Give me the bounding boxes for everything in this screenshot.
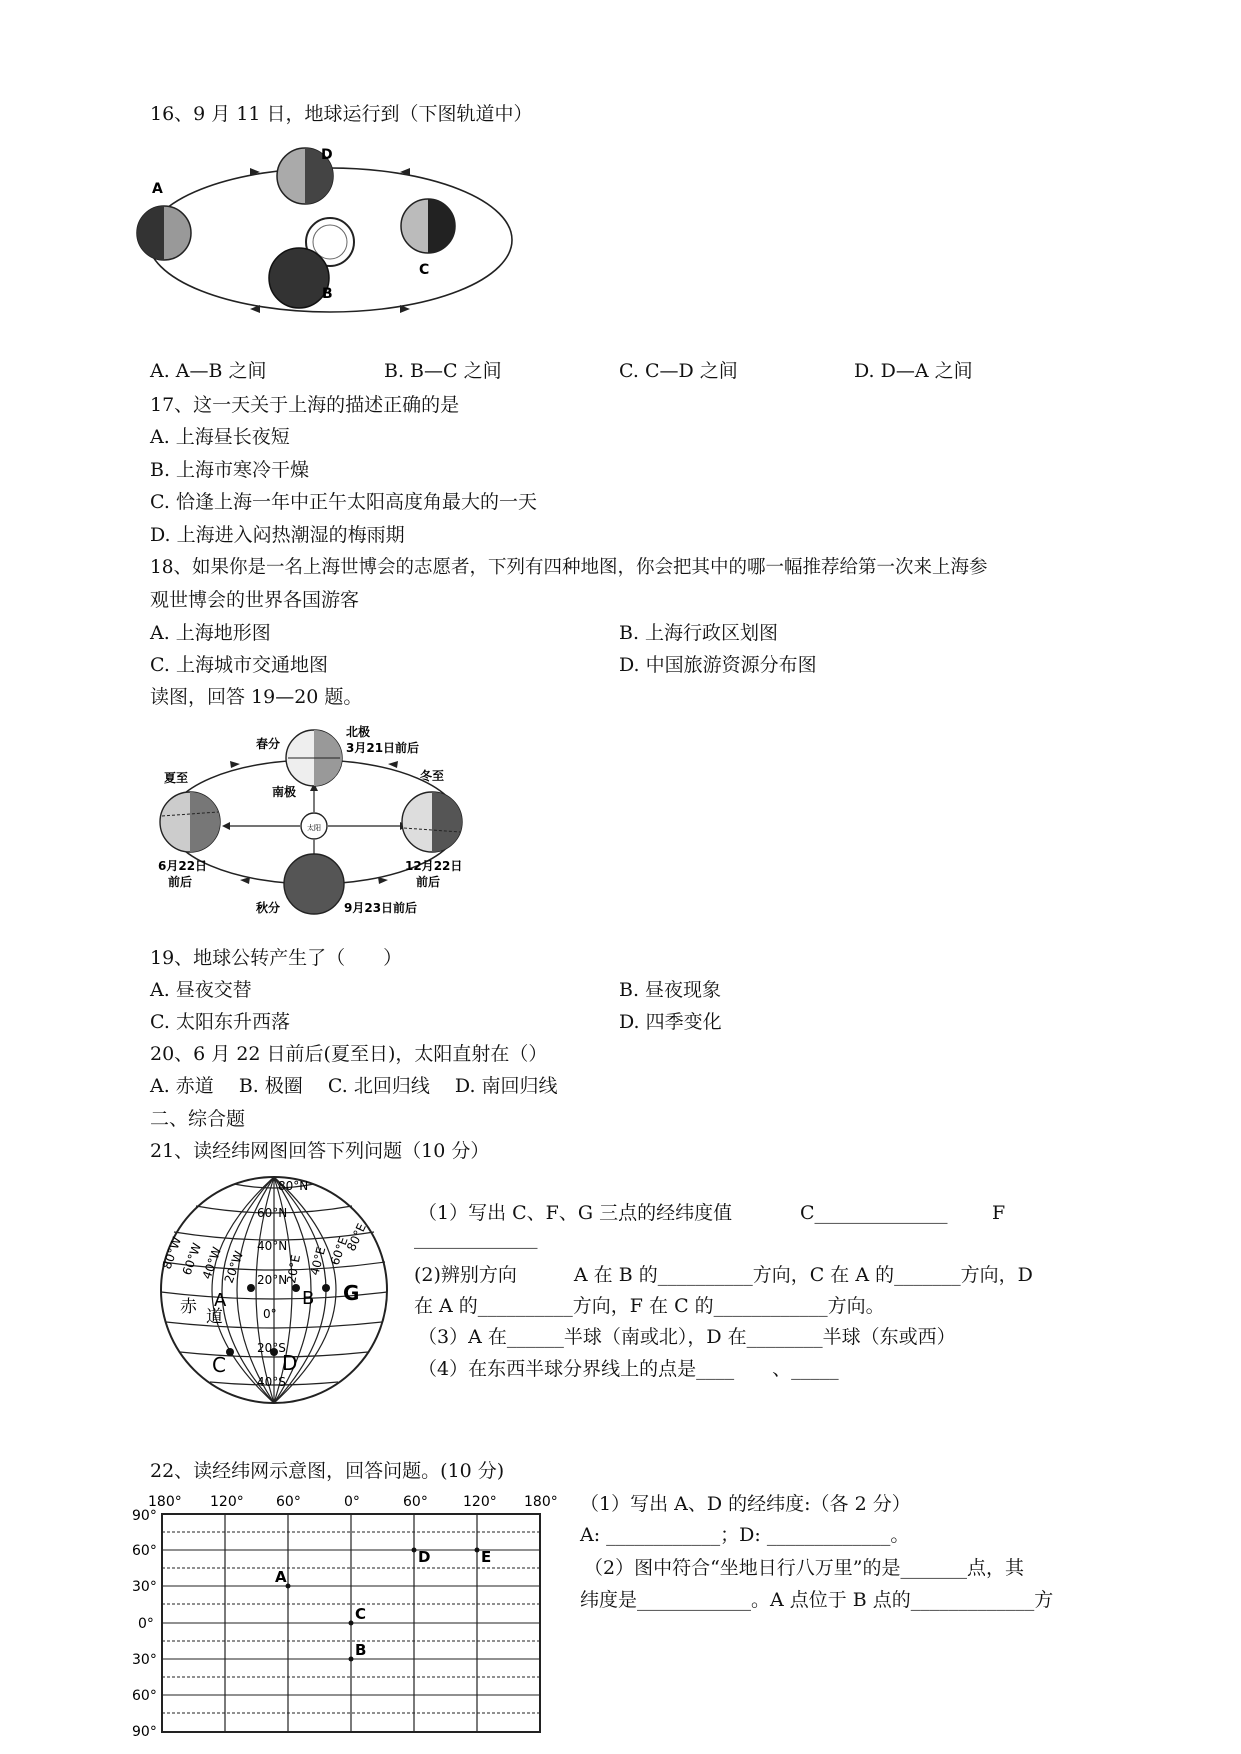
left-label-0: 0° [138,1616,154,1632]
top-label-180e: 180° [524,1494,558,1510]
grid-point-D: D [418,1548,431,1566]
label-C: C [419,262,430,278]
graticule-globe [150,1172,400,1412]
q16-stem: 16、9 月 11 日，地球运行到（下图轨道中） [150,103,533,125]
q18-option-a: A. 上海地形图 [150,622,271,644]
q18-option-c: C. 上海城市交通地图 [150,654,328,676]
earth-winter [402,792,462,852]
lat-20s: 20°S [257,1341,286,1355]
lon-60w: 60°W [179,1241,205,1278]
q19-option-a: A. 昼夜交替 [150,979,252,1001]
left-label-90s: 90° [132,1724,157,1740]
earth-C [401,199,455,253]
q21-sub1-a: （1）写出 C、F、G 三点的经纬度值 [418,1202,733,1224]
q19-option-b: B. 昼夜现象 [619,979,722,1001]
lon-80e: 80°E [344,1221,369,1254]
lat-20n: 20°N [257,1273,288,1287]
q22-stem: 22、读经纬网示意图，回答问题。(10 分) [150,1460,505,1482]
q19-option-c: C. 太阳东升西落 [150,1011,290,1033]
top-label-0: 0° [344,1494,360,1510]
label-chunfen: 春分 [256,737,281,751]
q21-sub2-a: (2)辨别方向 A 在 B 的__________方向，C 在 A 的_______方向，D [414,1264,1033,1286]
label-date-summer-2: 前后 [168,875,193,889]
label-D: D [321,147,333,163]
top-label-120w: 120° [210,1494,244,1510]
label-date-winter-1: 12月22日 [405,859,463,873]
q17-stem: 17、这一天关于上海的描述正确的是 [150,394,460,416]
q19-stem: 19、地球公转产生了（ ） [150,947,403,969]
label-B: B [322,286,333,302]
q16-option-c: C. C—D 之间 [619,360,738,382]
q17-option-c: C. 恰逢上海一年中正午太阳高度角最大的一天 [150,491,537,513]
point-B: B [302,1288,315,1309]
q21-sub3: （3）A 在______半球（南或北），D 在________半球（东或西） [418,1326,956,1348]
left-label-90n: 90° [132,1508,157,1524]
equator-label-1: 赤 [180,1297,197,1317]
q21-sub1-d[interactable]: _____________ [414,1227,538,1249]
left-label-30n: 30° [132,1579,157,1595]
earth-orbit-diagram-1 [140,148,520,348]
grid-point-E: E [481,1548,492,1566]
earth-A [137,206,191,260]
section-2-heading: 二、综合题 [150,1108,246,1130]
q21-sub4: （4）在东西半球分界线上的点是____ 、_____ [418,1358,839,1380]
left-label-60s: 60° [132,1688,157,1704]
lat-80n: 80°N [278,1179,309,1193]
q16-option-a: A. A—B 之间 [150,360,267,382]
lon-40e: 40°E [307,1245,329,1277]
left-label-30s: 30° [132,1652,157,1668]
equator-label-2: 道 [206,1307,223,1327]
q21-sub2-b: 在 A 的__________方向，F 在 C 的____________方向。 [414,1295,885,1317]
label-date-summer-1: 6月22日 [158,859,208,873]
grid-point-B: B [355,1641,367,1659]
earth-summer [160,792,220,852]
q22-sub1-a: （1）写出 A、D 的经纬度:（各 2 分） [580,1493,911,1515]
q17-option-b: B. 上海市寒冷干燥 [150,459,310,481]
lat-0: 0° [263,1307,277,1321]
label-qiufen: 秋分 [256,901,281,915]
q22-sub1-b[interactable]: A: ____________；D: _____________。 [580,1524,910,1546]
lon-20w: 20°W [221,1249,247,1286]
top-label-60e: 60° [403,1494,428,1510]
earth-orbit-diagram-2 [150,726,480,924]
sun-label: 太阳 [307,824,321,832]
q22-sub2-b: 纬度是____________。A 点位于 B 点的_____________方 [580,1589,1054,1611]
earth-autumn [284,854,344,914]
label-nanji: 南极 [272,785,297,799]
lat-60n: 60°N [257,1206,288,1220]
q21-sub1-b[interactable]: C______________ [800,1202,948,1224]
label-A: A [152,181,163,197]
q18-stem-line2: 观世博会的世界各国游客 [150,589,360,611]
lat-40s: 40°S [257,1375,286,1389]
earth-B [269,248,329,308]
label-dongzhi: 冬至 [420,769,445,783]
q20-options: A. 赤道 B. 极圈 C. 北回归线 D. 南回归线 [150,1075,558,1097]
point-D: D [282,1351,298,1375]
earth-spring [286,730,342,786]
grid-point-A: A [275,1568,287,1586]
q16-option-b: B. B—C 之间 [384,360,502,382]
q18-option-b: B. 上海行政区划图 [619,622,779,644]
q18-option-d: D. 中国旅游资源分布图 [619,654,817,676]
grid-point-C: C [355,1605,367,1623]
graticule-grid-map [130,1490,558,1740]
top-label-120e: 120° [463,1494,497,1510]
lon-80w: 80°W [159,1235,185,1272]
lat-40n: 40°N [257,1239,288,1253]
q18-stem-line1: 18、如果你是一名上海世博会的志愿者，下列有四种地图，你会把其中的哪一幅推荐给第一次来上海参 [150,557,988,578]
q16-option-d: D. D—A 之间 [854,360,973,382]
label-date-winter-2: 前后 [416,875,441,889]
label-xiazhi: 夏至 [164,771,189,785]
q21-stem: 21、读经纬网图回答下列问题（10 分） [150,1140,490,1162]
q21-sub1-c: F [992,1202,1006,1224]
lon-60e: 60°E [327,1235,351,1268]
point-A: A [214,1290,227,1311]
lon-20e: 20°E [284,1253,303,1285]
top-label-60w: 60° [276,1494,301,1510]
q20-stem: 20、6 月 22 日前后(夏至日)，太阳直射在（） [150,1043,548,1065]
lon-40w: 40°W [199,1245,225,1282]
label-beiji: 北极 [346,725,371,739]
q22-sub2-a: （2）图中符合“坐地日行八万里”的是_______点，其 [584,1557,1025,1579]
top-label-180w: 180° [148,1494,182,1510]
read-instruction: 读图，回答 19—20 题。 [150,686,363,708]
q17-option-a: A. 上海昼长夜短 [150,426,290,448]
label-date-autumn: 9月23日前后 [344,901,418,915]
label-date-spring: 3月21日前后 [346,741,420,755]
left-label-60n: 60° [132,1543,157,1559]
q17-option-d: D. 上海进入闷热潮湿的梅雨期 [150,524,405,546]
q19-option-d: D. 四季变化 [619,1011,722,1033]
point-C: C [212,1353,226,1377]
point-G: G [343,1281,360,1305]
